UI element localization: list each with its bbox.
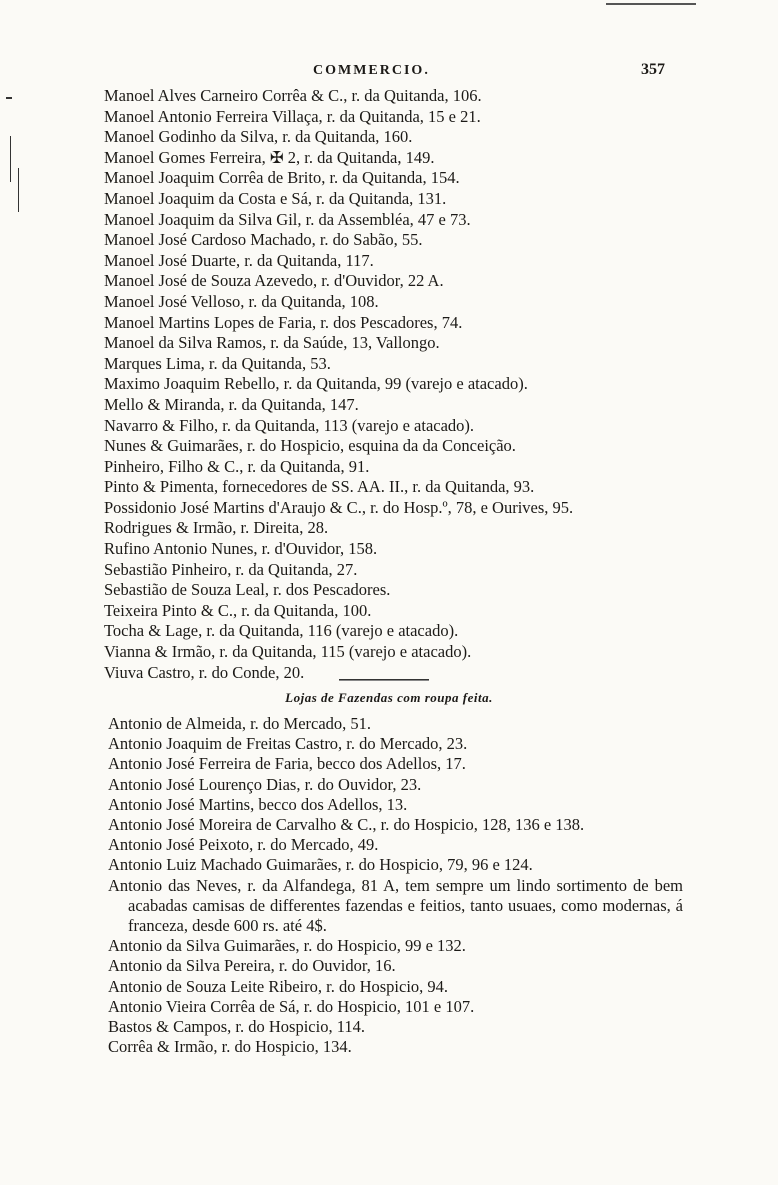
list-item: Sebastião de Souza Leal, r. dos Pescadores. (104, 580, 391, 600)
margin-mark-dash (6, 97, 12, 99)
margin-mark-line (18, 168, 19, 212)
list-item: Manoel José Velloso, r. da Quitanda, 108. (104, 291, 379, 311)
list-item: Antonio Vieira Corrêa de Sá, r. do Hospicio, 101 e 107. (108, 996, 475, 1016)
list-item: Antonio Luiz Machado Guimarães, r. do Hospicio, 79, 96 e 124. (108, 855, 533, 875)
list-item: Manoel José de Souza Azevedo, r. d'Ouvidor, 22 A. (104, 271, 444, 291)
list-item: Manoel José Cardoso Machado, r. do Sabão, 55. (104, 230, 423, 250)
section-divider (339, 679, 429, 681)
list-item: Manoel Alves Carneiro Corrêa & C., r. da Quitanda, 106. (104, 86, 482, 105)
list-item: Possidonio José Martins d'Araujo & C., r. do Hosp.º, 78, e Ourives, 95. (104, 497, 574, 517)
list-item: Marques Lima, r. da Quitanda, 53. (104, 353, 331, 373)
page-header (0, 63, 778, 85)
list-item: Manoel da Silva Ramos, r. da Saúde, 13, Vallongo. (104, 333, 440, 353)
list-item: Antonio da Silva Pereira, r. do Ouvidor, 16. (108, 956, 396, 976)
list-item: Navarro & Filho, r. da Quitanda, 113 (varejo e atacado). (104, 415, 475, 435)
list-item: Antonio Joaquim de Freitas Castro, r. do Mercado, 23. (108, 734, 468, 754)
section-heading: Lojas de Fazendas com roupa feita. (285, 690, 493, 705)
merchant-list (104, 86, 684, 683)
clothing-shops-list (108, 714, 688, 1057)
list-item: Manoel Gomes Ferreira, ✠ 2, r. da Quitanda, 149. (104, 147, 435, 167)
page-number: 357 (641, 61, 665, 78)
list-item: Pinheiro, Filho & C., r. da Quitanda, 91. (104, 456, 370, 476)
list-item: Antonio de Souza Leite Ribeiro, r. do Hospicio, 94. (108, 976, 449, 996)
list-item: Rodrigues & Irmão, r. Direita, 28. (104, 518, 329, 538)
margin-mark-line (10, 136, 11, 182)
list-item: Teixeira Pinto & C., r. da Quitanda, 100. (104, 600, 372, 620)
list-item: Manoel Martins Lopes de Faria, r. dos Pescadores, 74. (104, 312, 463, 332)
list-item: Nunes & Guimarães, r. do Hospicio, esquina da da Conceição. (104, 436, 516, 456)
list-item: Antonio José Ferreira de Faria, becco dos Adellos, 17. (108, 754, 466, 774)
list-item: Sebastião Pinheiro, r. da Quitanda, 27. (104, 559, 358, 579)
list-item: Antonio José Peixoto, r. do Mercado, 49. (108, 835, 379, 855)
list-item: Antonio José Moreira de Carvalho & C., r. do Hospicio, 128, 136 e 138. (108, 815, 585, 835)
list-item: Antonio José Martins, becco dos Adellos, 13. (108, 794, 408, 814)
list-item: Manoel Antonio Ferreira Villaça, r. da Quitanda, 15 e 21. (104, 106, 481, 126)
list-item: Rufino Antonio Nunes, r. d'Ouvidor, 158. (104, 539, 378, 559)
list-item: Pinto & Pimenta, fornecedores de SS. AA. II., r. da Quitanda, 93. (104, 477, 535, 497)
top-edge-rule (606, 3, 696, 5)
list-item: Maximo Joaquim Rebello, r. da Quitanda, 99 (varejo e atacado). (104, 374, 528, 394)
list-item: Manoel Joaquim Corrêa de Brito, r. da Quitanda, 154. (104, 168, 460, 188)
list-item: Tocha & Lage, r. da Quitanda, 116 (varejo e atacado). (104, 621, 459, 641)
list-item: Mello & Miranda, r. da Quitanda, 147. (104, 394, 359, 414)
list-item: Bastos & Campos, r. do Hospicio, 114. (108, 1017, 365, 1037)
list-item: Antonio da Silva Guimarães, r. do Hospicio, 99 e 132. (108, 936, 466, 956)
list-item: Manoel Godinho da Silva, r. da Quitanda, 160. (104, 127, 413, 147)
list-item: Manoel Joaquim da Silva Gil, r. da Assembléa, 47 e 73. (104, 209, 471, 229)
running-head: COMMERCIO. (313, 63, 430, 78)
list-item: Antonio das Neves, r. da Alfandega, 81 A, tem sempre um lindo sortimento de bem acabadas camisas de differentes fazendas e feitios, tanto usuaes, como modernas, á franceza, desde 600 rs. até 4$. (108, 875, 683, 936)
list-item: Antonio José Lourenço Dias, r. do Ouvidor, 23. (108, 774, 422, 794)
list-item: Viuva Castro, r. do Conde, 20. (104, 662, 305, 682)
list-item: Manoel José Duarte, r. da Quitanda, 117. (104, 250, 374, 270)
list-item: Antonio de Almeida, r. do Mercado, 51. (108, 714, 372, 733)
list-item: Manoel Joaquim da Costa e Sá, r. da Quitanda, 131. (104, 188, 447, 208)
list-item: Vianna & Irmão, r. da Quitanda, 115 (varejo e atacado). (104, 642, 472, 662)
list-item: Corrêa & Irmão, r. do Hospicio, 134. (108, 1037, 352, 1057)
